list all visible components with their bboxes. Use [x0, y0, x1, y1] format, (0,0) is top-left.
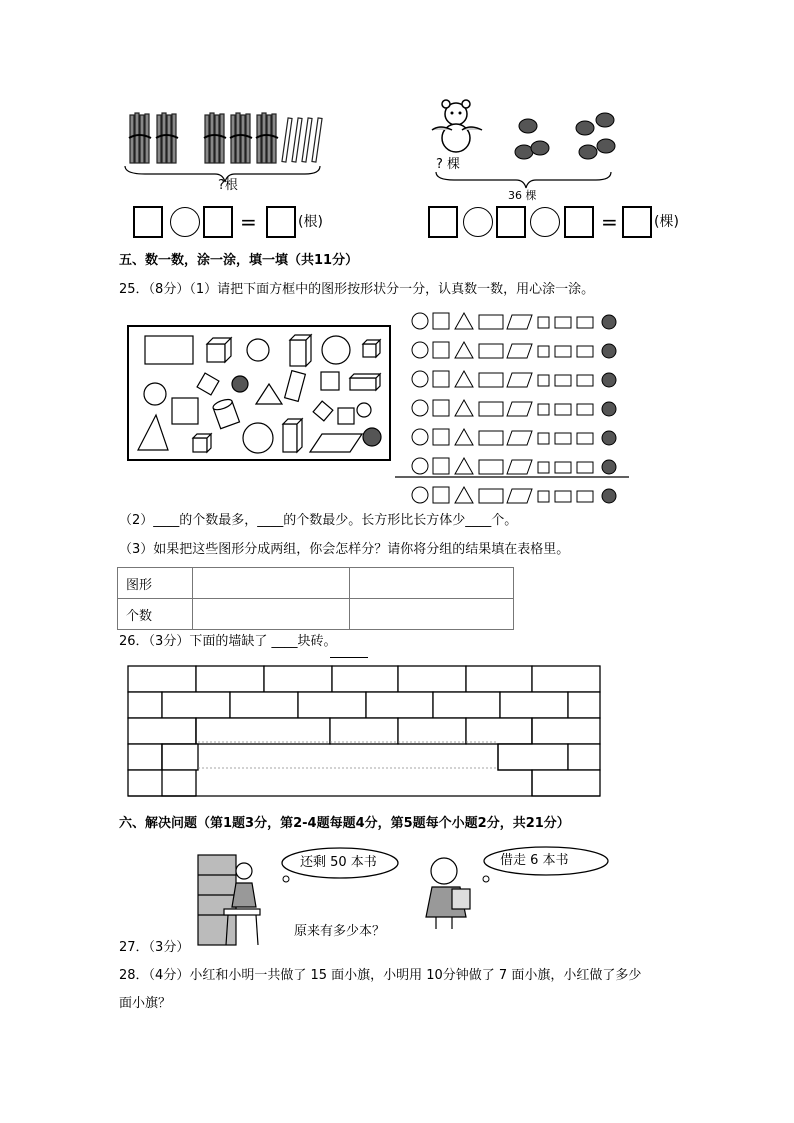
table-cell-input[interactable] [350, 599, 514, 630]
brick [330, 718, 398, 744]
cube-shape [207, 338, 231, 362]
chart-triangle-cell[interactable] [455, 458, 473, 474]
chart-circle-cell[interactable] [412, 342, 428, 358]
table-row-label: 图形 [118, 568, 193, 599]
brick [532, 666, 600, 692]
brick-wall [128, 664, 603, 800]
cube-shape [363, 340, 380, 357]
chart-cylinder-cell[interactable] [577, 346, 593, 357]
chart-sphere-cell[interactable] [602, 344, 616, 358]
chart-rectangle-cell[interactable] [479, 344, 503, 358]
operator-circle[interactable] [463, 207, 493, 237]
bubble-left-text: 还剩 50 本书 [300, 855, 377, 870]
chart-sphere-cell[interactable] [602, 431, 616, 445]
chart-square-cell[interactable] [433, 313, 449, 329]
stick-bundle-icon [231, 113, 250, 163]
cabbage-icon [519, 119, 537, 133]
single-sticks-icon [282, 118, 322, 162]
brick [398, 666, 466, 692]
underline-mark [330, 657, 368, 658]
cabbage-icon [597, 139, 615, 153]
table-cell-input[interactable] [193, 599, 350, 630]
answer-box[interactable] [428, 206, 458, 238]
cube-shape [193, 434, 211, 452]
chart-circle-cell[interactable] [412, 313, 428, 329]
reader-girl-illustration [422, 853, 482, 933]
brick [264, 666, 332, 692]
chart-cylinder-cell[interactable] [577, 433, 593, 444]
chart-triangle-cell[interactable] [455, 313, 473, 329]
chart-cylinder-cell[interactable] [577, 462, 593, 473]
chart-triangle-cell[interactable] [455, 371, 473, 387]
chart-triangle-cell[interactable] [455, 429, 473, 445]
brick [466, 666, 532, 692]
bookshelf-illustration [198, 853, 278, 949]
circle-shape [144, 383, 166, 405]
chart-parallelogram-cell[interactable] [507, 460, 532, 474]
brick [332, 666, 398, 692]
sphere-shape [363, 428, 381, 446]
bookshelf-icon [198, 855, 236, 945]
chart-circle-cell[interactable] [412, 429, 428, 445]
answer-box[interactable] [203, 206, 233, 238]
brick [196, 666, 264, 692]
chart-parallelogram-cell[interactable] [507, 402, 532, 416]
brick [196, 718, 330, 744]
chart-cuboid-cell[interactable] [555, 433, 571, 444]
chart-sphere-cell[interactable] [602, 373, 616, 387]
table-row-label: 个数 [118, 599, 193, 630]
stick-bundle-icon [130, 113, 149, 163]
brick [532, 770, 600, 796]
rectangle-shape [145, 336, 193, 364]
chart-triangle-cell[interactable] [455, 400, 473, 416]
cabbages-illustration [510, 112, 630, 172]
brick [568, 692, 600, 718]
brick [162, 692, 230, 718]
stick-bundle-icon [257, 113, 276, 163]
question-28-line1: 28．（4分）小红和小明一共做了 15 面小旗，小明用 10分钟做了 7 面小旗，小红做了多少 [119, 968, 642, 983]
chart-cube-cell[interactable] [538, 346, 549, 357]
chart-rectangle-cell[interactable] [479, 460, 503, 474]
question-26: 26．（3分）下面的墙缺了 ____块砖。 [119, 634, 337, 649]
cabbage-icon [531, 141, 549, 155]
shapes-box [128, 326, 393, 461]
chart-triangle-cell[interactable] [455, 487, 473, 503]
chart-sphere-cell[interactable] [602, 489, 616, 503]
brick [298, 692, 366, 718]
girl-icon [236, 863, 252, 879]
book-icon [452, 889, 470, 909]
unit-label: (根) [298, 214, 323, 230]
right-brace-label: 36 棵 [508, 189, 537, 202]
answer-box[interactable] [266, 206, 296, 238]
chart-triangle-cell[interactable] [455, 342, 473, 358]
question-25-part2: （2）____的个数最多，____的个数最少。长方形比长方体少____个。 [119, 513, 518, 528]
chart-parallelogram-cell[interactable] [507, 344, 532, 358]
chart-sphere-cell[interactable] [602, 315, 616, 329]
chart-cube-cell[interactable] [538, 404, 549, 415]
circle-shape [357, 403, 371, 417]
chart-rectangle-cell[interactable] [479, 431, 503, 445]
brick [500, 692, 568, 718]
square-shape [338, 408, 354, 424]
girl-icon [431, 858, 457, 884]
chart-circle-cell[interactable] [412, 487, 428, 503]
chart-cube-cell[interactable] [538, 375, 549, 386]
square-shape [321, 372, 339, 390]
chart-square-cell[interactable] [433, 342, 449, 358]
brick [128, 718, 196, 744]
table-cell-input[interactable] [350, 568, 514, 599]
chart-circle-cell[interactable] [412, 458, 428, 474]
sphere-shape [232, 376, 248, 392]
cabbage-icon [596, 113, 614, 127]
chart-cuboid-cell[interactable] [555, 462, 571, 473]
operator-circle[interactable] [530, 207, 560, 237]
chart-parallelogram-cell[interactable] [507, 489, 532, 503]
shape-count-chart [395, 305, 635, 505]
chart-square-cell[interactable] [433, 400, 449, 416]
chart-parallelogram-cell[interactable] [507, 315, 532, 329]
section-5-title: 五、数一数，涂一涂，填一填（共11分） [119, 253, 359, 268]
question-28-line2: 面小旗？ [119, 996, 172, 1011]
chart-square-cell[interactable] [433, 487, 449, 503]
brick [128, 744, 162, 770]
stick-bundle-icon [157, 113, 176, 163]
left-brace-label: ?根 [218, 178, 238, 193]
answer-box[interactable] [622, 206, 652, 238]
table-cell-input[interactable] [193, 568, 350, 599]
cuboid-shape [283, 419, 302, 452]
circle-shape [247, 339, 269, 361]
brick [366, 692, 433, 718]
brick [398, 718, 466, 744]
circle-shape [322, 336, 350, 364]
chart-parallelogram-cell[interactable] [507, 373, 532, 387]
answer-box[interactable] [496, 206, 526, 238]
question-27: 27．（3分） [119, 940, 190, 955]
answer-box[interactable] [133, 206, 163, 238]
equals-sign: = [240, 210, 257, 234]
question-25-part3: （3）如果把这些图形分成两组，你会怎样分？请你将分组的结果填在表格里。 [119, 542, 570, 557]
chart-square-cell[interactable] [433, 371, 449, 387]
chart-cuboid-cell[interactable] [555, 346, 571, 357]
grouping-table [117, 567, 514, 630]
cuboid-shape [350, 374, 380, 390]
cabbage-icon [576, 121, 594, 135]
chart-rectangle-cell[interactable] [479, 489, 503, 503]
section-6-title: 六、解决问题（第1题3分，第2-4题每题4分，第5题每个小题2分，共21分） [119, 816, 570, 831]
chart-cube-cell[interactable] [538, 433, 549, 444]
chart-circle-cell[interactable] [412, 400, 428, 416]
chart-rectangle-cell[interactable] [479, 315, 503, 329]
chart-circle-cell[interactable] [412, 371, 428, 387]
chart-cuboid-cell[interactable] [555, 375, 571, 386]
circle-shape [243, 423, 273, 453]
bear-illustration [428, 98, 488, 158]
brick [433, 692, 500, 718]
question-27-prompt: 原来有多少本？ [294, 924, 386, 939]
chart-parallelogram-cell[interactable] [507, 431, 532, 445]
brick [532, 718, 600, 744]
cabbage-icon [515, 145, 533, 159]
cuboid-shape [290, 335, 311, 366]
brick [128, 692, 162, 718]
chart-rectangle-cell[interactable] [479, 373, 503, 387]
chart-cube-cell[interactable] [538, 317, 549, 328]
unit-label: (棵) [654, 214, 679, 230]
chart-cuboid-cell[interactable] [555, 317, 571, 328]
stick-bundles-illustration [125, 110, 355, 170]
chart-cuboid-cell[interactable] [555, 491, 571, 502]
chart-cylinder-cell[interactable] [577, 375, 593, 386]
chart-cube-cell[interactable] [538, 491, 549, 502]
chart-rectangle-cell[interactable] [479, 402, 503, 416]
bear-question-label: ? 棵 [436, 157, 461, 172]
equals-sign: = [601, 210, 618, 234]
brick [568, 744, 600, 770]
question-25-intro: 25．（8分）（1）请把下面方框中的图形按形状分一分，认真数一数，用心涂一涂。 [119, 282, 595, 297]
brick [498, 744, 568, 770]
answer-box[interactable] [564, 206, 594, 238]
chart-sphere-cell[interactable] [602, 460, 616, 474]
brick [466, 718, 532, 744]
chart-sphere-cell[interactable] [602, 402, 616, 416]
chart-cuboid-cell[interactable] [555, 404, 571, 415]
operator-circle[interactable] [170, 207, 200, 237]
brick [128, 666, 196, 692]
brick [230, 692, 298, 718]
square-shape [172, 398, 198, 424]
bubble-right-text: 借走 6 本书 [500, 853, 569, 868]
chart-square-cell[interactable] [433, 458, 449, 474]
chart-cylinder-cell[interactable] [577, 491, 593, 502]
chart-cylinder-cell[interactable] [577, 317, 593, 328]
brick [162, 744, 198, 770]
chart-square-cell[interactable] [433, 429, 449, 445]
chart-cube-cell[interactable] [538, 462, 549, 473]
stick-bundle-icon [205, 113, 224, 163]
chart-cylinder-cell[interactable] [577, 404, 593, 415]
cabbage-icon [579, 145, 597, 159]
